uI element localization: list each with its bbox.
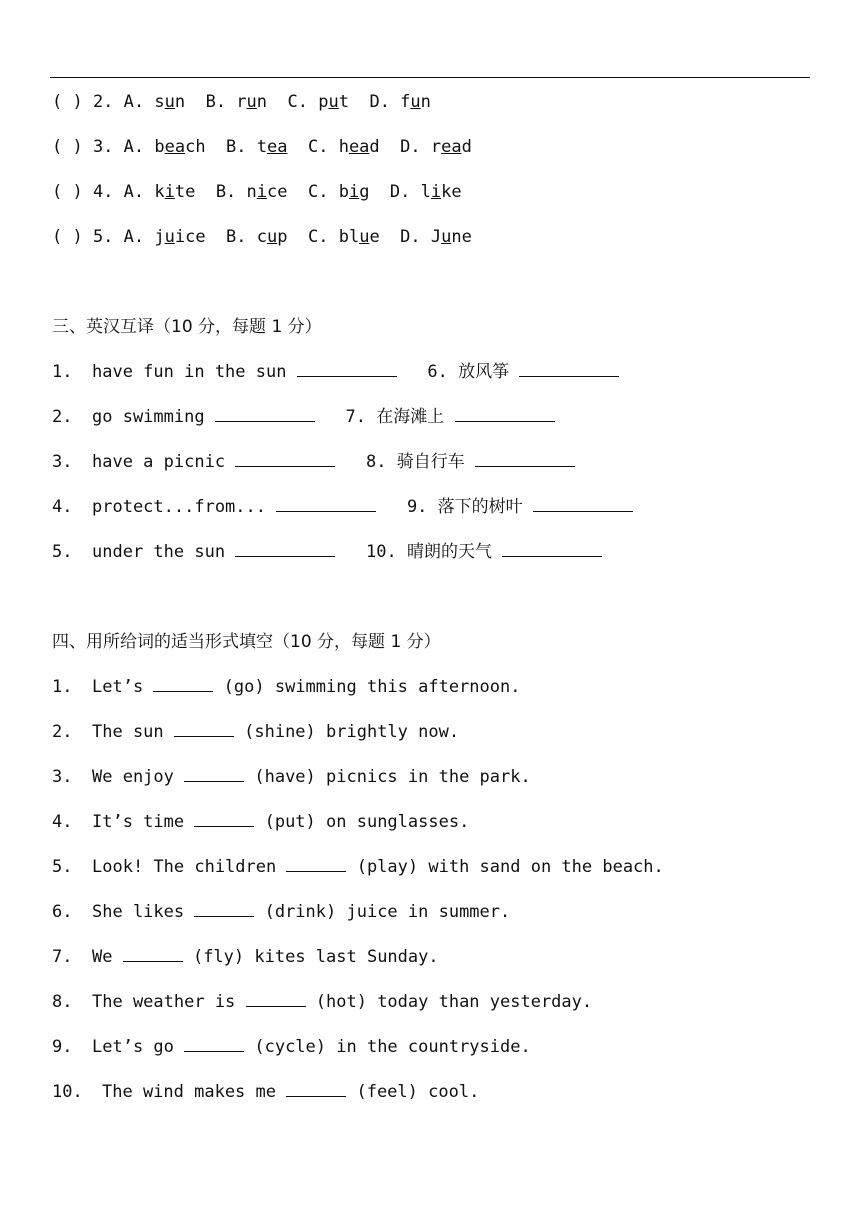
fill-blank-row: [52, 1080, 479, 1104]
answer-blank: [533, 496, 633, 512]
sentence-end: brightly now.: [326, 722, 460, 742]
sentence-start: She likes: [92, 902, 195, 922]
word-hint: (drink): [254, 902, 347, 922]
option-word: blue: [338, 227, 380, 247]
fill-blank-row: [52, 855, 664, 879]
english-phrase: go swimming: [92, 407, 215, 427]
phonics-row: [52, 225, 472, 249]
sentence-end: picnics in the park.: [326, 767, 531, 787]
question-prefix: ( ) 2. A.: [52, 92, 155, 112]
answer-blank: [174, 721, 234, 737]
option-word: sun: [154, 92, 186, 112]
answer-blank: [194, 811, 254, 827]
option-word: beach: [154, 137, 206, 157]
sentence-start: We: [92, 947, 123, 967]
english-phrase: have fun in the sun: [92, 362, 297, 382]
item-number: 5.: [52, 857, 73, 877]
option-word: cup: [256, 227, 288, 247]
question-prefix: ( ) 4. A.: [52, 182, 155, 202]
answer-blank: [246, 991, 306, 1007]
option-letter: B.: [195, 182, 247, 202]
phonics-row: [52, 90, 431, 114]
chinese-phrase: 落下的树叶: [437, 497, 523, 517]
sentence-start: The sun: [92, 722, 174, 742]
question-prefix: ( ) 3. A.: [52, 137, 155, 157]
answer-blank: [184, 1036, 244, 1052]
answer-blank: [455, 406, 555, 422]
item-number: 10.: [335, 542, 407, 562]
underlined-letters: u: [359, 227, 370, 247]
item-number: 9.: [376, 497, 438, 517]
fill-blank-row: [52, 675, 520, 699]
word-hint: (play): [346, 857, 429, 877]
english-phrase: protect...from...: [92, 497, 277, 517]
option-word: nice: [246, 182, 288, 202]
underlined-letters: u: [267, 227, 278, 247]
answer-blank: [502, 541, 602, 557]
word-hint: (put): [254, 812, 327, 832]
section3-title: 三、英汉互译（10 分，每题 1 分）: [52, 317, 322, 337]
fill-blank-row: [52, 720, 459, 744]
underlined-letters: u: [441, 227, 452, 247]
underlined-letters: ea: [348, 137, 370, 157]
option-letter: C.: [287, 182, 339, 202]
english-phrase: have a picnic: [92, 452, 236, 472]
answer-blank: [475, 451, 575, 467]
answer-blank: [519, 361, 619, 377]
answer-blank: [286, 856, 346, 872]
chinese-phrase: 骑自行车: [396, 452, 465, 472]
underlined-letters: i: [430, 182, 442, 202]
sentence-end: in the countryside.: [336, 1037, 531, 1057]
item-number: 8.: [52, 992, 73, 1012]
item-number: 10.: [52, 1082, 83, 1102]
underlined-letters: u: [164, 227, 175, 247]
item-number: 9.: [52, 1037, 73, 1057]
option-letter: B.: [185, 92, 237, 112]
top-rule: [50, 77, 810, 78]
underlined-letters: u: [410, 92, 421, 112]
option-word: June: [430, 227, 472, 247]
sentence-start: Let’s: [92, 677, 154, 697]
fill-blank-row: [52, 945, 439, 969]
answer-blank: [194, 901, 254, 917]
fill-blank-row: [52, 810, 469, 834]
item-number: 2.: [52, 722, 73, 742]
option-letter: B.: [205, 137, 257, 157]
option-letter: D.: [379, 137, 431, 157]
fill-blank-row: [52, 900, 510, 924]
word-hint: (shine): [233, 722, 327, 742]
sentence-end: today than yesterday.: [377, 992, 593, 1012]
word-hint: (hot): [305, 992, 378, 1012]
sentence-start: We enjoy: [92, 767, 185, 787]
item-number: 3.: [52, 452, 73, 472]
section4-title: 四、用所给词的适当形式填空（10 分，每题 1 分）: [52, 632, 441, 652]
word-hint: (have): [244, 767, 327, 787]
answer-blank: [297, 361, 397, 377]
underlined-letters: u: [246, 92, 257, 112]
option-word: juice: [154, 227, 206, 247]
phonics-row: [52, 135, 472, 159]
sentence-start: Let’s go: [92, 1037, 185, 1057]
option-word: put: [318, 92, 349, 112]
item-number: 1.: [52, 677, 73, 697]
sentence-start: The wind makes me: [102, 1082, 287, 1102]
english-phrase: under the sun: [92, 542, 236, 562]
underlined-letters: ea: [441, 137, 462, 157]
option-word: read: [430, 137, 472, 157]
option-letter: C.: [287, 137, 339, 157]
item-number: 4.: [52, 497, 73, 517]
phonics-row: [52, 180, 462, 204]
option-word: fun: [400, 92, 431, 112]
option-word: big: [338, 182, 370, 202]
underlined-letters: ea: [164, 137, 186, 157]
sentence-end: swimming this afternoon.: [274, 677, 521, 697]
answer-blank: [184, 766, 244, 782]
item-number: 8.: [335, 452, 397, 472]
sentence-end: juice in summer.: [346, 902, 511, 922]
answer-blank: [235, 451, 335, 467]
sentence-start: It’s time: [92, 812, 195, 832]
answer-blank: [286, 1081, 346, 1097]
option-word: kite: [154, 182, 196, 202]
translation-row: [52, 360, 619, 384]
option-letter: D.: [369, 182, 421, 202]
sentence-end: with sand on the beach.: [428, 857, 664, 877]
underlined-letters: u: [328, 92, 339, 112]
underlined-letters: ea: [267, 137, 288, 157]
item-number: 4.: [52, 812, 73, 832]
word-hint: (cycle): [244, 1037, 337, 1057]
question-prefix: ( ) 5. A.: [52, 227, 155, 247]
underlined-letters: i: [256, 182, 268, 202]
item-number: 6.: [52, 902, 73, 922]
answer-blank: [215, 406, 315, 422]
option-letter: D.: [379, 227, 431, 247]
option-letter: D.: [348, 92, 401, 112]
sentence-start: Look! The children: [92, 857, 287, 877]
fill-blank-row: [52, 990, 592, 1014]
item-number: 7.: [314, 407, 377, 427]
item-number: 5.: [52, 542, 73, 562]
fill-blank-row: [52, 765, 531, 789]
underlined-letters: i: [348, 182, 360, 202]
option-word: run: [236, 92, 268, 112]
word-hint: (go): [213, 677, 275, 697]
word-hint: (fly): [182, 947, 255, 967]
chinese-phrase: 在海滩上: [376, 407, 445, 427]
option-letter: C.: [267, 92, 319, 112]
answer-blank: [123, 946, 183, 962]
item-number: 1.: [52, 362, 73, 382]
translation-row: [52, 405, 555, 429]
sentence-end: cool.: [428, 1082, 480, 1102]
answer-blank: [153, 676, 213, 692]
option-word: tea: [256, 137, 288, 157]
translation-row: [52, 450, 575, 474]
item-number: 3.: [52, 767, 73, 787]
chinese-phrase: 放风筝: [458, 362, 510, 382]
sentence-end: kites last Sunday.: [254, 947, 439, 967]
option-letter: C.: [287, 227, 339, 247]
translation-row: [52, 495, 633, 519]
item-number: 6.: [396, 362, 459, 382]
sentence-end: on sunglasses.: [326, 812, 470, 832]
underlined-letters: i: [164, 182, 175, 202]
option-word: head: [338, 137, 380, 157]
answer-blank: [235, 541, 335, 557]
fill-blank-row: [52, 1035, 531, 1059]
answer-blank: [276, 496, 376, 512]
item-number: 2.: [52, 407, 73, 427]
word-hint: (feel): [346, 1082, 429, 1102]
chinese-phrase: 晴朗的天气: [406, 542, 492, 562]
translation-row: [52, 540, 602, 564]
option-letter: B.: [205, 227, 257, 247]
sentence-start: The weather is: [92, 992, 246, 1012]
item-number: 7.: [52, 947, 73, 967]
underlined-letters: u: [164, 92, 175, 112]
option-word: like: [420, 182, 462, 202]
